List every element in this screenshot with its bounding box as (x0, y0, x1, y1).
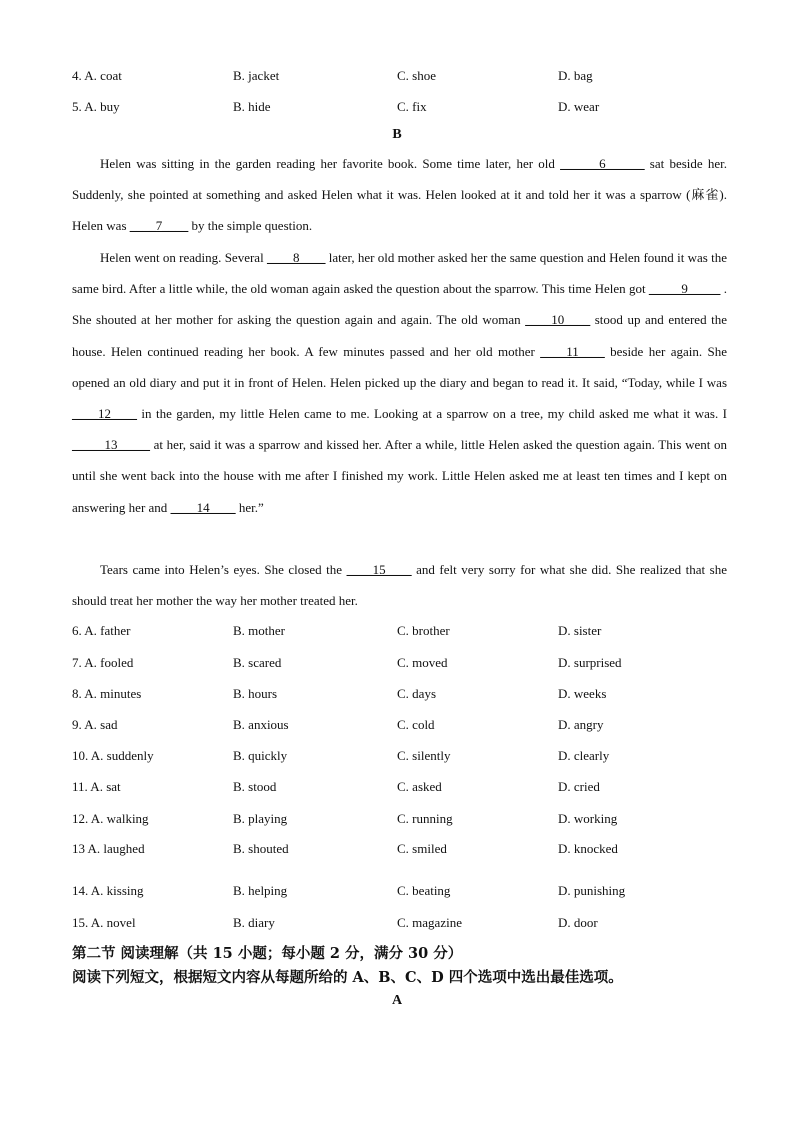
option-b: B. hide (233, 99, 271, 114)
option-c: C. days (397, 686, 436, 701)
paragraph-text: at her, said it was a sparrow and kissed her. After a while, little Helen asked the question again. This went on until she went back into the house with me after I finished my work. Little Helen asked me at least ten times and I kept on answering her and (72, 437, 727, 515)
option-a: 13 A. laughed (72, 841, 145, 856)
option-d: D. wear (558, 99, 600, 114)
option-d: D. bag (558, 68, 593, 83)
option-row-15 (72, 915, 732, 935)
option-a: 5. A. buy (72, 99, 120, 114)
option-b: B. jacket (233, 68, 280, 83)
paragraph-text: stood up and entered the house. Helen continued reading her book. A few minutes passed and her old mother (72, 312, 727, 359)
blank-13: _____13_____ (72, 437, 150, 453)
option-b: B. diary (233, 915, 275, 930)
paragraph-text: Helen was sitting in the garden reading her favorite book. Some time later, her old (100, 156, 561, 171)
paragraph-text: in the garden, my little Helen came to me. Looking at a sparrow on a tree, my child asked me what it was. I (137, 406, 727, 422)
option-row-14 (72, 883, 732, 903)
option-b: B. helping (233, 883, 288, 898)
option-b: B. anxious (233, 717, 289, 732)
passage-b-heading: B (392, 127, 402, 142)
option-row-12 (72, 811, 732, 831)
option-d: D. door (558, 915, 598, 930)
paragraph-text: sat beside her. Suddenly, she pointed at something and asked Helen what it was. Helen looked at it and told her it was a sparrow (麻雀). Helen was (72, 156, 727, 234)
option-d: D. punishing (558, 883, 626, 898)
option-c: C. beating (397, 883, 451, 898)
option-row-9 (72, 717, 732, 737)
paragraph-text: later, her old mother asked her the same question and Helen found it was the same bird. After a little while, the old woman again asked the question about the sparrow. This time Helen got (72, 250, 727, 297)
section-instruction: 阅读下列短文，根据短文内容从每题所给的 A、B、C、D 四个选项中选出最佳选项。 (72, 969, 623, 986)
option-a: 15. A. novel (72, 915, 136, 930)
paragraph-text: her.” (235, 499, 264, 515)
option-d: D. clearly (558, 748, 610, 763)
paragraph-text: beside her again. She opened an old diary and put it in front of Helen. Helen picked up the diary and began to read it. It said, “Today, while I was (72, 343, 727, 390)
option-d: D. surprised (558, 655, 622, 670)
option-a: 10. A. suddenly (72, 748, 154, 763)
paragraph-text: by the simple question. (188, 218, 313, 234)
option-b: B. quickly (233, 748, 288, 763)
option-c: C. brother (397, 623, 450, 638)
option-d: D. knocked (558, 841, 618, 856)
option-a: 4. A. coat (72, 68, 122, 83)
option-c: C. running (397, 811, 453, 826)
option-b: B. scared (233, 655, 282, 670)
option-c: C. cold (397, 717, 435, 732)
option-a: 9. A. sad (72, 717, 118, 732)
blank-11: ____11____ (540, 343, 605, 359)
option-b: B. mother (233, 623, 285, 638)
option-row-4 (72, 68, 732, 88)
option-row-8 (72, 686, 732, 706)
option-c: C. asked (397, 779, 442, 794)
option-row-7 (72, 655, 732, 675)
option-a: 12. A. walking (72, 811, 149, 826)
option-c: C. shoe (397, 68, 436, 83)
passage-b-paragraph-1 (72, 148, 727, 242)
paragraph-text: and felt very sorry for what she did. She realized that she should treat her mother the way her mother treated her. (72, 562, 727, 609)
option-d: D. working (558, 811, 618, 826)
option-d: D. weeks (558, 686, 607, 701)
option-a: 8. A. minutes (72, 686, 142, 701)
passage-b-paragraph-2 (72, 242, 727, 523)
option-row-11 (72, 779, 732, 799)
option-b: B. shouted (233, 841, 289, 856)
option-a: 14. A. kissing (72, 883, 144, 898)
option-c: C. moved (397, 655, 448, 670)
option-a: 7. A. fooled (72, 655, 134, 670)
option-d: D. cried (558, 779, 600, 794)
option-b: B. playing (233, 811, 288, 826)
option-c: C. magazine (397, 915, 462, 930)
blank-6: ______6______ (560, 156, 645, 171)
option-row-13 (72, 841, 732, 861)
option-row-6 (72, 623, 732, 643)
paragraph-text: Helen went on reading. Several (100, 250, 267, 265)
blank-7: ____7____ (129, 218, 189, 234)
option-d: D. sister (558, 623, 602, 638)
paragraph-text: Tears came into Helen’s eyes. She closed the (100, 562, 347, 577)
blank-12: ____12____ (72, 406, 137, 422)
section-title: 第二节 阅读理解（共 15 小题；每小题 2 分，满分 30 分） (72, 945, 463, 962)
blank-15: ____15____ (346, 562, 412, 577)
option-a: 6. A. father (72, 623, 131, 638)
passage-b-paragraph-3 (72, 554, 727, 616)
option-row-10 (72, 748, 732, 768)
option-b: B. stood (233, 779, 277, 794)
option-c: C. silently (397, 748, 451, 763)
option-row-5 (72, 99, 732, 119)
option-b: B. hours (233, 686, 278, 701)
option-c: C. smiled (397, 841, 447, 856)
blank-9: _____9_____ (648, 281, 721, 297)
blank-8: ____8____ (266, 250, 326, 265)
passage-a-heading: A (391, 993, 403, 1008)
option-d: D. angry (558, 717, 604, 732)
paragraph-text: . She shouted at her mother for asking the question again and again. The old woman (72, 281, 727, 328)
option-c: C. fix (397, 99, 427, 114)
option-a: 11. A. sat (72, 779, 121, 794)
blank-10: ____10____ (525, 312, 591, 328)
blank-14: ____14____ (170, 499, 236, 515)
